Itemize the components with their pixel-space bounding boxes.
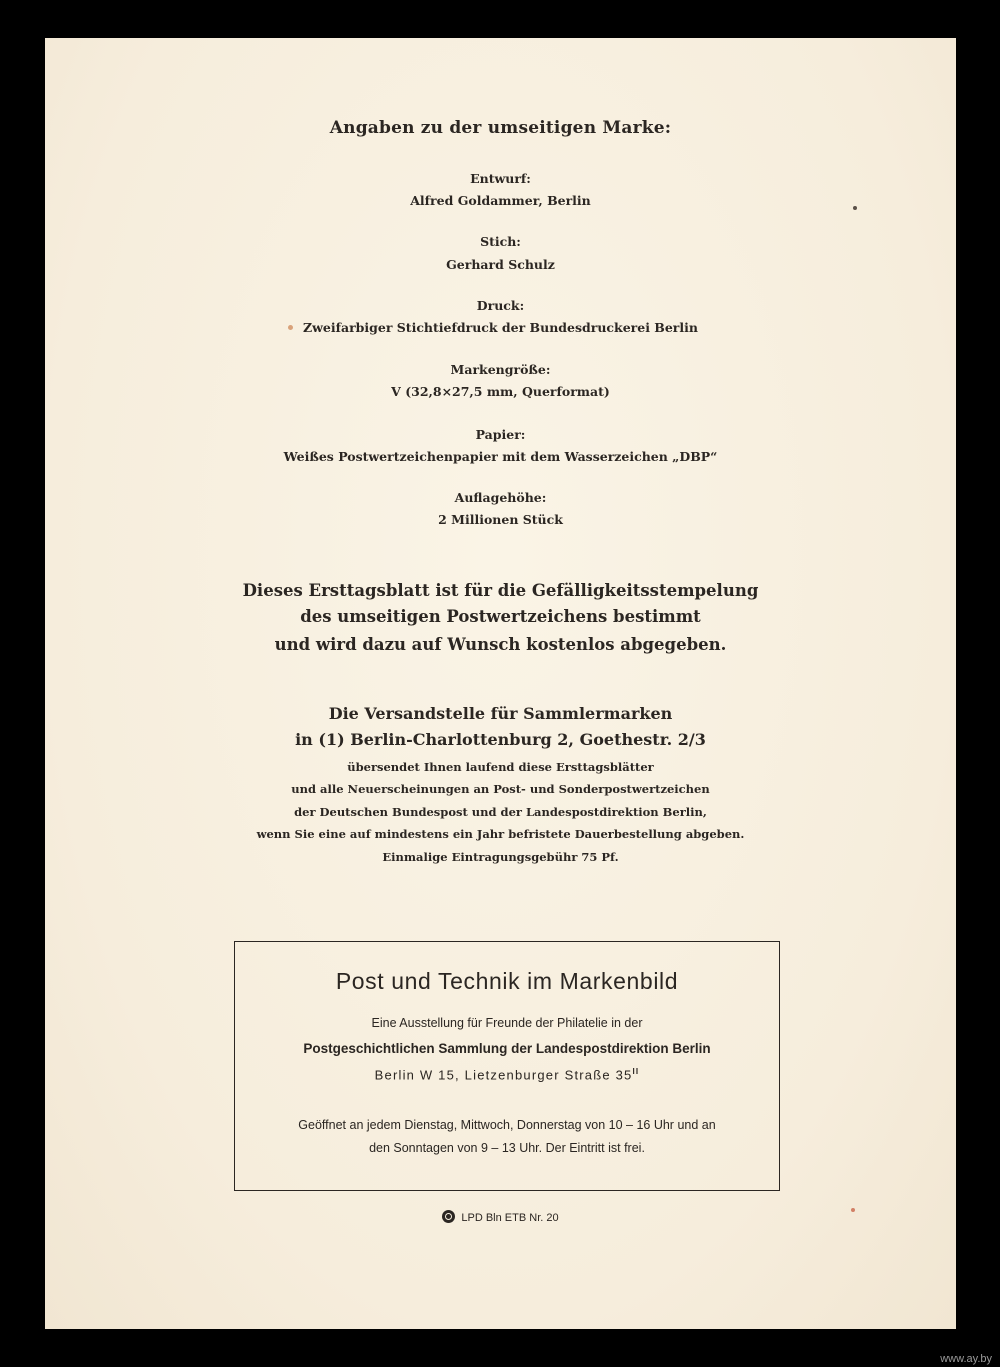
versandstelle-detail: und alle Neuerscheinungen an Post- und Sonderpostwertzeichen bbox=[291, 782, 710, 796]
document-heading: Angaben zu der umseitigen Marke: bbox=[329, 118, 672, 138]
document-sheet bbox=[45, 38, 956, 1329]
paper-spot bbox=[853, 206, 857, 210]
exhibition-address-row bbox=[235, 1067, 779, 1082]
spec-label-stamp-size: Markengröße: bbox=[450, 362, 551, 377]
spec-label-paper: Papier: bbox=[475, 427, 526, 442]
versandstelle-detail: übersendet Ihnen laufend diese Ersttagsblätter bbox=[347, 760, 654, 774]
spec-value-design: Alfred Goldammer, Berlin bbox=[410, 193, 591, 208]
versandstelle-address: in (1) Berlin-Charlottenburg 2, Goethestr. 2/3 bbox=[295, 730, 706, 749]
exhibition-address: Berlin W 15, Lietzenburger Straße 35 bbox=[374, 1067, 633, 1083]
spec-label-print: Druck: bbox=[476, 298, 525, 313]
spec-label-design: Entwurf: bbox=[470, 171, 531, 186]
footer-reference: LPD Bln ETB Nr. 20 bbox=[461, 1212, 559, 1224]
spec-value-paper: Weißes Postwertzeichenpapier mit dem Wasserzeichen „DBP“ bbox=[283, 449, 718, 464]
watermark: www.ay.by bbox=[940, 1353, 992, 1365]
spec-label-engraving: Stich: bbox=[480, 234, 521, 249]
exhibition-title: Post und Technik im Markenbild bbox=[335, 968, 679, 994]
footer bbox=[45, 1210, 956, 1224]
post-emblem-icon bbox=[442, 1210, 455, 1223]
paper-spot bbox=[288, 325, 293, 330]
notice-line: des umseitigen Postwertzeichens bestimmt bbox=[300, 607, 701, 626]
exhibition-box bbox=[234, 941, 780, 1191]
versandstelle-detail: wenn Sie eine auf mindestens ein Jahr befristete Dauerbestellung abgeben. bbox=[256, 827, 745, 841]
exhibition-hours: den Sonntagen von 9 – 13 Uhr. Der Eintritt ist frei. bbox=[369, 1141, 645, 1155]
paper-spot bbox=[851, 1208, 855, 1212]
registration-fee: Einmalige Eintragungsgebühr 75 Pf. bbox=[382, 850, 619, 864]
spec-value-stamp-size: V (32,8×27,5 mm, Querformat) bbox=[391, 384, 610, 399]
notice-line: Dieses Ersttagsblatt ist für die Gefälligkeitsstempelung bbox=[242, 581, 759, 600]
exhibition-subtitle: Eine Ausstellung für Freunde der Philatelie in der bbox=[371, 1016, 643, 1030]
spec-value-print-run: 2 Millionen Stück bbox=[438, 512, 563, 527]
spec-value-engraving: Gerhard Schulz bbox=[446, 257, 555, 272]
versandstelle-detail: der Deutschen Bundespost und der Landespostdirektion Berlin, bbox=[294, 805, 707, 819]
notice-line: und wird dazu auf Wunsch kostenlos abgegeben. bbox=[274, 635, 727, 654]
exhibition-address-floor: II bbox=[632, 1067, 640, 1076]
spec-value-print: Zweifarbiger Stichtiefdruck der Bundesdruckerei Berlin bbox=[303, 320, 698, 335]
exhibition-hours: Geöffnet an jedem Dienstag, Mittwoch, Donnerstag von 10 – 16 Uhr und an bbox=[298, 1118, 716, 1132]
versandstelle-line: Die Versandstelle für Sammlermarken bbox=[328, 704, 673, 723]
spec-label-print-run: Auflagehöhe: bbox=[454, 490, 547, 505]
exhibition-institution: Postgeschichtlichen Sammlung der Landespostdirektion Berlin bbox=[303, 1041, 711, 1056]
